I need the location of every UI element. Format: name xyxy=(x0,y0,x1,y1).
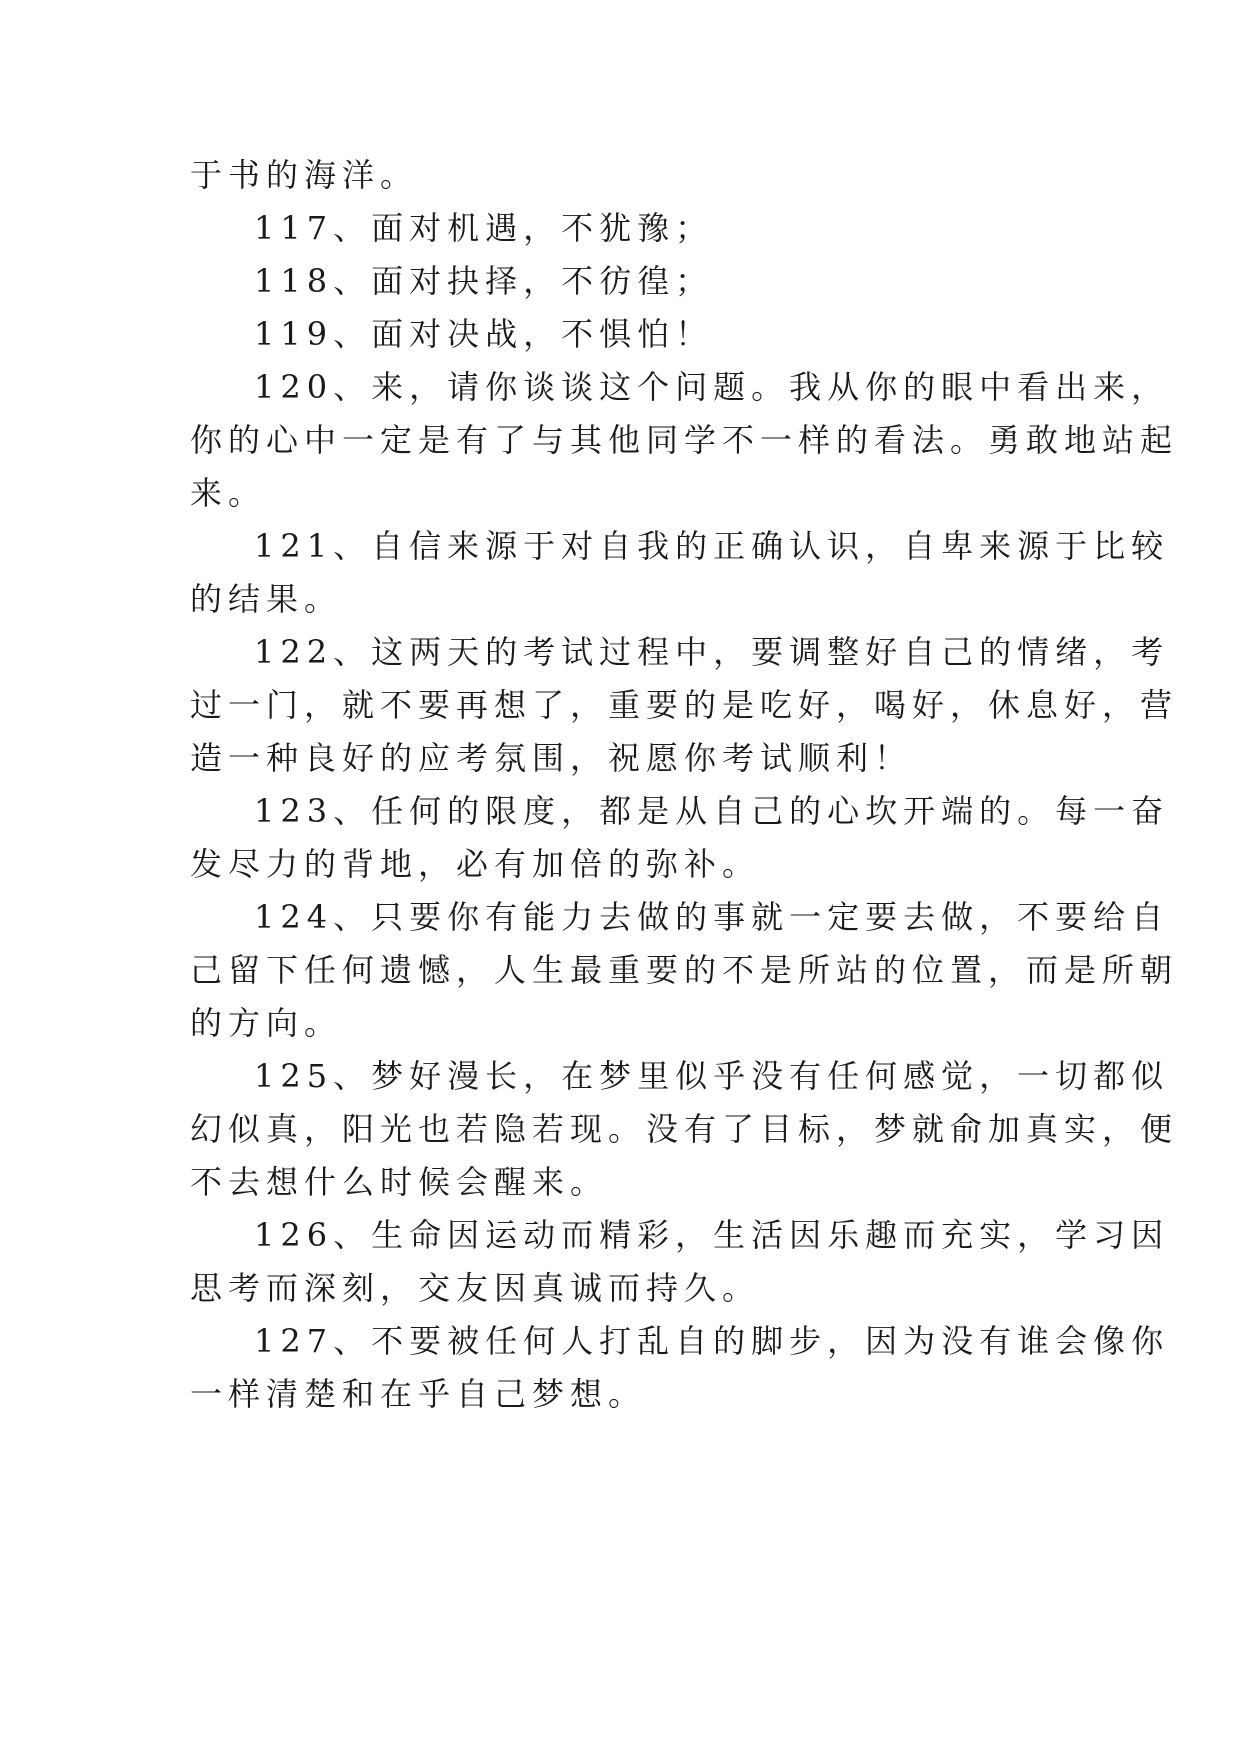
text-line: 119、面对决战，不惧怕！ xyxy=(254,315,714,353)
text-line: 的方向。 xyxy=(190,1004,343,1042)
text-line: 118、面对抉择，不彷徨； xyxy=(254,262,714,300)
text-line: 121、自信来源于对自我的正确认识，自卑来源于比较 xyxy=(254,527,1170,565)
text-line: 127、不要被任何人打乱自的脚步，因为没有谁会像你 xyxy=(254,1322,1170,1360)
text-line: 一样清楚和在乎自己梦想。 xyxy=(190,1375,647,1413)
text-line: 幻似真，阳光也若隐若现。没有了目标，梦就俞加真实，便 xyxy=(190,1110,1179,1148)
text-line: 发尽力的背地，必有加倍的弥补。 xyxy=(190,845,761,883)
text-line: 你的心中一定是有了与其他同学不一样的看法。勇敢地站起 xyxy=(190,421,1179,459)
text-line: 过一门，就不要再想了，重要的是吃好，喝好，休息好，营 xyxy=(190,686,1179,724)
text-line: 不去想什么时候会醒来。 xyxy=(190,1163,609,1201)
text-line: 120、来，请你谈谈这个问题。我从你的眼中看出来， xyxy=(254,368,1170,406)
text-line: 123、任何的限度，都是从自己的心坎开端的。每一奋 xyxy=(254,792,1170,830)
text-line: 126、生命因运动而精彩，生活因乐趣而充实，学习因 xyxy=(254,1216,1170,1254)
text-line: 117、面对机遇，不犹豫； xyxy=(254,209,714,247)
text-line: 122、这两天的考试过程中，要调整好自己的情绪，考 xyxy=(254,633,1170,671)
text-line: 造一种良好的应考氛围，祝愿你考试顺利！ xyxy=(190,739,913,777)
text-line: 的结果。 xyxy=(190,580,343,618)
text-line: 125、梦好漫长，在梦里似乎没有任何感觉，一切都似 xyxy=(254,1057,1170,1095)
text-line: 己留下任何遗憾，人生最重要的不是所站的位置，而是所朝 xyxy=(190,951,1179,989)
text-line: 于书的海洋。 xyxy=(190,156,419,194)
text-line: 思考而深刻，交友因真诚而持久。 xyxy=(190,1269,761,1307)
text-line: 124、只要你有能力去做的事就一定要去做，不要给自 xyxy=(254,898,1170,936)
text-line: 来。 xyxy=(190,474,267,512)
